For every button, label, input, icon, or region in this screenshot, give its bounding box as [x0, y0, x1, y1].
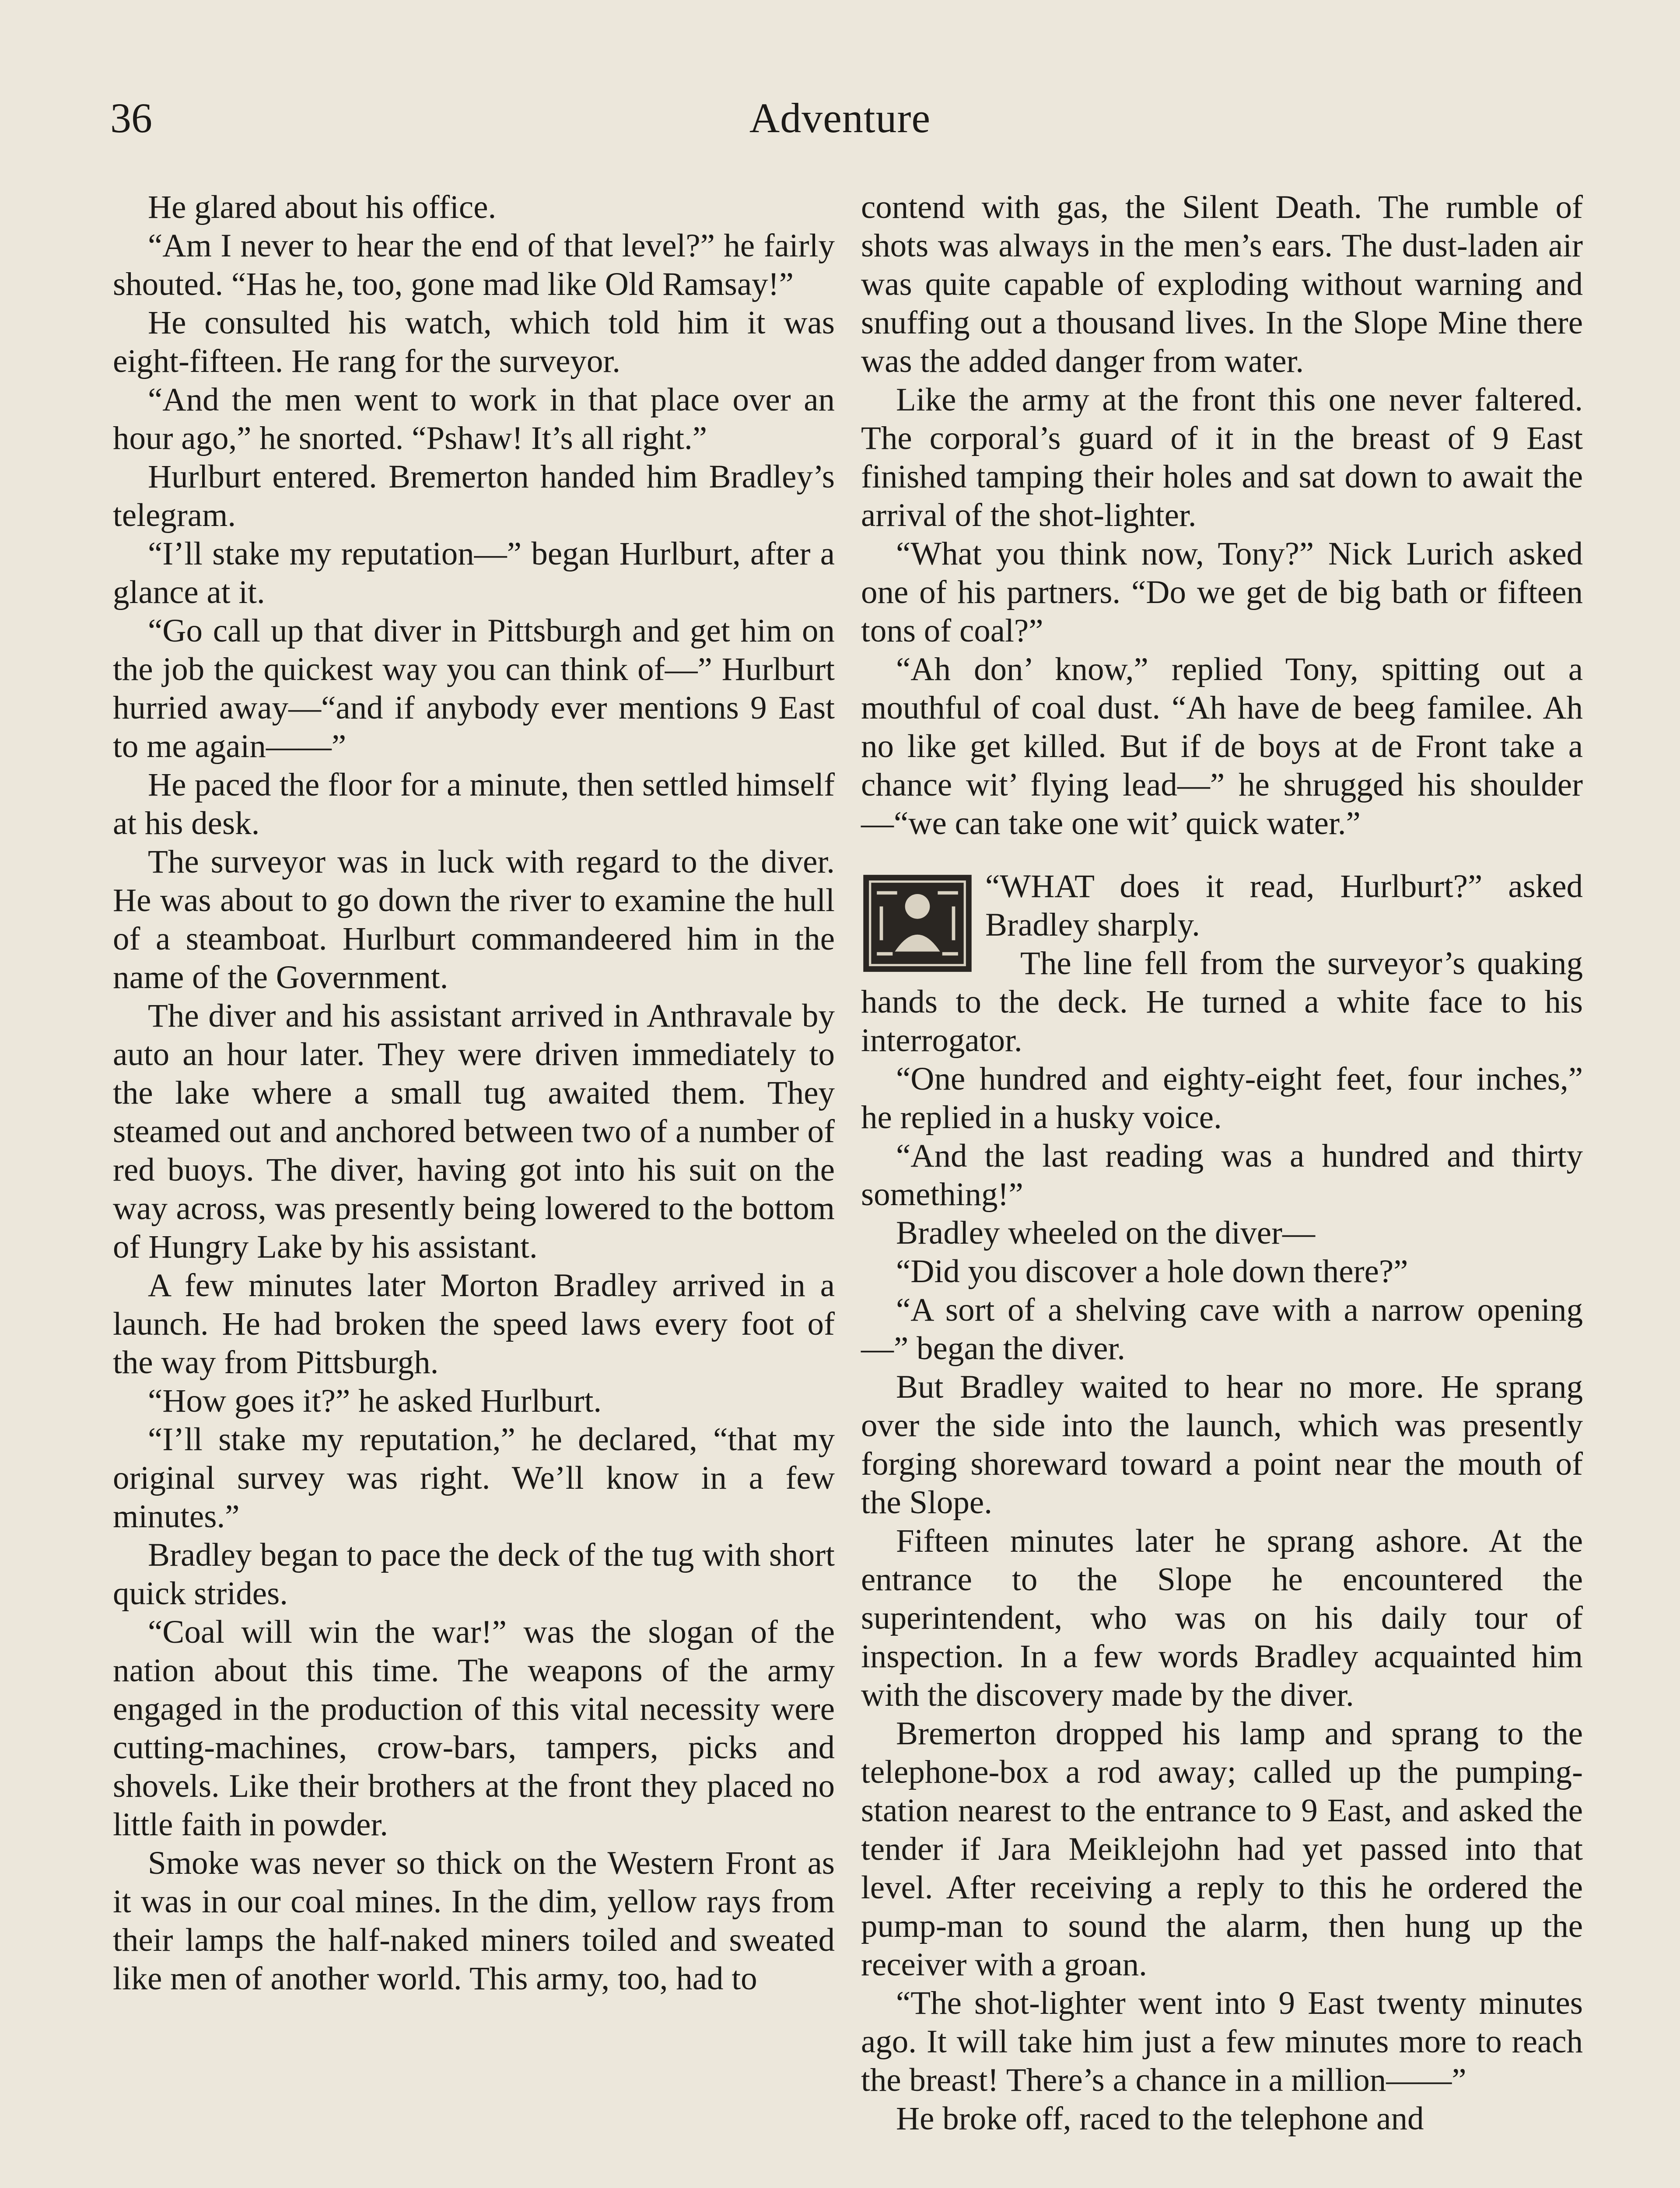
section-break: [861, 867, 1583, 1060]
paragraph: “And the last reading was a hundred and thirty something!”: [861, 1138, 1583, 1213]
paragraph: contend with gas, the Silent Death. The rumble of shots was always in the men’s ears. The dust-laden air was quite capable of exploding without warning and snuffing out a thousand lives. In the Slope Mine there was the added danger from water.: [861, 189, 1583, 379]
paragraph: Fifteen minutes later he sprang ashore. At the entrance to the Slope he encountered the superintendent, who was on his daily tour of inspection. In a few words Bradley acquainted him with the discovery made by the diver.: [861, 1523, 1583, 1713]
paragraph: “Coal will win the war!” was the slogan of the nation about this time. The weapons of the army engaged in the production of this vital necessity were cutting-machines, crow-bars, tampers, picks and shovels. Like their brothers at the front they placed no little faith in powder.: [113, 1614, 835, 1843]
paragraph: “Go call up that diver in Pittsburgh and get him on the job the quickest way you can think of—” Hurlburt hurried away—“and if anybody ever mentions 9 East to me again——”: [113, 613, 835, 764]
paragraph: Like the army at the front this one never faltered. The corporal’s guard of it in the breast of 9 East finished tamping their holes and sat down to await the arrival of the shot-lighter.: [861, 382, 1583, 533]
paragraph: He broke off, raced to the telephone and: [896, 2100, 1424, 2137]
paragraph: Smoke was never so thick on the Western Front as it was in our coal mines. In the dim, yellow rays from their lamps the half-naked miners toiled and sweated like men of another world. This army, too, had to: [113, 1845, 835, 1997]
left-column: [113, 188, 835, 1998]
paragraph: “Am I never to hear the end of that level?” he fairly shouted. “Has he, too, gone mad like Old Ramsay!”: [113, 228, 835, 302]
paragraph: He consulted his watch, which told him it was eight-fifteen. He rang for the surveyor.: [113, 305, 835, 379]
paragraph: “A sort of a shelving cave with a narrow opening—” began the diver.: [861, 1292, 1583, 1367]
paragraph: He glared about his office.: [148, 189, 497, 225]
paragraph: Bremerton dropped his lamp and sprang to the telephone-box a rod away; called up the pumping-station nearest to the entrance to 9 East, and asked the tender if Jara Meiklejohn had yet passed into that level. After receiving a reply to this he ordered the pump-man to sound the alarm, then hung up the receiver with a groan.: [861, 1715, 1583, 1983]
running-title: Adventure: [749, 95, 931, 141]
paragraph: “And the men went to work in that place over an hour ago,” he snorted. “Pshaw! It’s all right.”: [113, 382, 835, 456]
paragraph: “I’ll stake my reputation,” he declared, “that my original survey was right. We’ll know in a few minutes.”: [113, 1421, 835, 1535]
paragraph: “I’ll stake my reputation—” began Hurlburt, after a glance at it.: [113, 536, 835, 610]
paragraph: The surveyor was in luck with regard to the diver. He was about to go down the river to examine the hull of a steamboat. Hurlburt commandeered him in the name of the Government.: [113, 844, 835, 996]
paragraph: “Ah don’ know,” replied Tony, spitting out a mouthful of coal dust. “Ah have de beeg familee. Ah no like get killed. But if de boys at de Front take a chance wit’ flying lead—” he shrugged his shoulder—“we can take one wit’ quick water.”: [861, 651, 1583, 842]
paragraph: Bradley began to pace the deck of the tug with short quick strides.: [113, 1537, 835, 1612]
right-column: [861, 188, 1583, 2138]
paragraph: “One hundred and eighty-eight feet, four inches,” he replied in a husky voice.: [861, 1061, 1583, 1136]
paragraph: Hurlburt entered. Bremerton handed him Bradley’s telegram.: [113, 459, 835, 533]
paragraph: “Did you discover a hole down there?”: [896, 1253, 1408, 1290]
paragraph: A few minutes later Morton Bradley arrived in a launch. He had broken the speed laws every foot of the way from Pittsburgh.: [113, 1267, 835, 1381]
paragraph: “WHAT does it read, Hurlburt?” asked Bradley sharply.: [985, 868, 1583, 943]
section-ornament-icon: [861, 873, 974, 974]
paragraph: “What you think now, Tony?” Nick Lurich asked one of his partners. “Do we get de big bath or fifteen tons of coal?”: [861, 536, 1583, 649]
paragraph: Bradley wheeled on the diver—: [896, 1215, 1316, 1251]
page-number: 36: [110, 95, 152, 141]
paragraph: But Bradley waited to hear no more. He sprang over the side into the launch, which was presently forging shoreward toward a point near the mouth of the Slope.: [861, 1369, 1583, 1521]
paragraph: The diver and his assistant arrived in Anthravale by auto an hour later. They were driven immediately to the lake where a small tug awaited them. They steamed out and anchored between two of a number of red buoys. The diver, having got into his suit on the way across, was presently being lowered to the bottom of Hungry Lake by his assistant.: [113, 998, 835, 1265]
paragraph: “The shot-lighter went into 9 East twenty minutes ago. It will take him just a few minutes more to reach the breast! There’s a chance in a million——”: [861, 1985, 1583, 2098]
paragraph: “How goes it?” he asked Hurlburt.: [148, 1383, 602, 1419]
paragraph: The line fell from the surveyor’s quaking hands to the deck. He turned a white face to his interrogator.: [861, 945, 1583, 1059]
paragraph: He paced the floor for a minute, then settled himself at his desk.: [113, 767, 835, 842]
